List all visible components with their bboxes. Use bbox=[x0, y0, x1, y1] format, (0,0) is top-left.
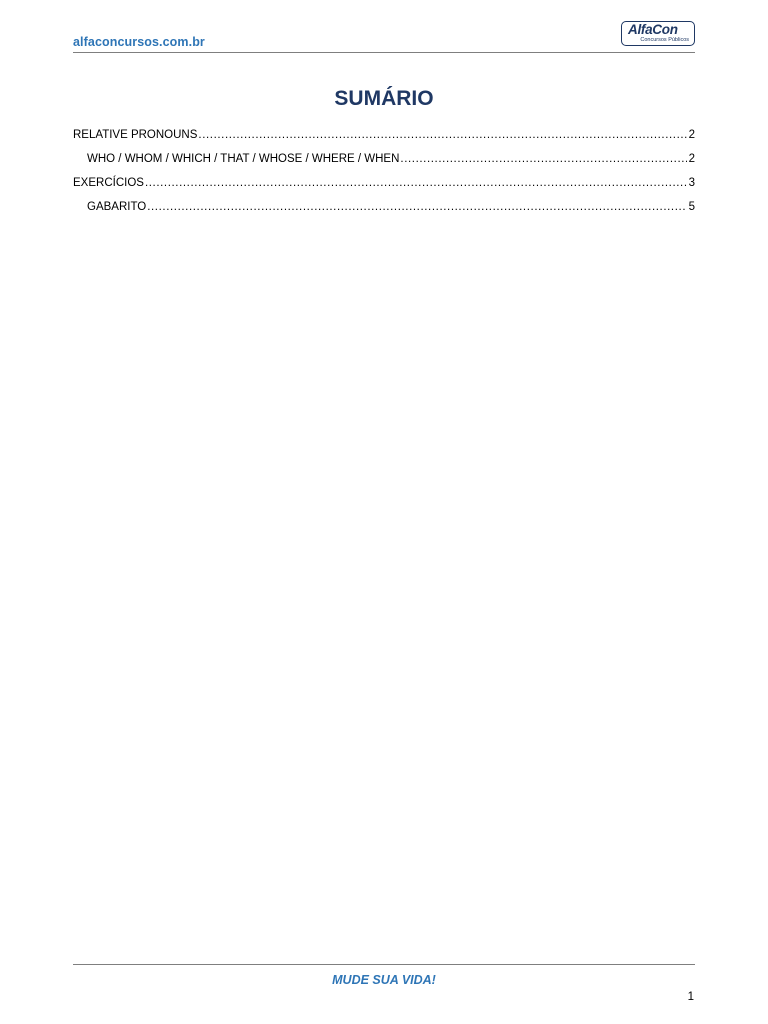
toc-entry-page: 3 bbox=[688, 177, 695, 189]
footer-divider bbox=[73, 964, 695, 965]
page-number: 1 bbox=[687, 991, 694, 1003]
page-title: SUMÁRIO bbox=[334, 87, 434, 110]
toc-entry-page: 5 bbox=[688, 201, 695, 213]
logo-tagline: Concursos Públicos bbox=[640, 37, 689, 43]
table-of-contents bbox=[73, 126, 695, 222]
toc-entry-exercicios[interactable] bbox=[73, 174, 695, 198]
page-header bbox=[73, 20, 695, 53]
toc-entry-gabarito[interactable] bbox=[73, 198, 695, 222]
toc-entry-relative-pronouns[interactable] bbox=[73, 126, 695, 150]
toc-dot-leader bbox=[400, 150, 686, 168]
toc-entry-label: RELATIVE PRONOUNS bbox=[73, 129, 198, 141]
toc-entry-label: EXERCÍCIOS bbox=[73, 177, 144, 189]
toc-dot-leader bbox=[147, 198, 686, 216]
footer-slogan: MUDE SUA VIDA! bbox=[332, 973, 436, 987]
alfacon-logo bbox=[621, 21, 695, 46]
toc-entry-page: 2 bbox=[688, 153, 695, 165]
toc-entry-page: 2 bbox=[688, 129, 695, 141]
toc-entry-who-whom[interactable] bbox=[73, 150, 695, 174]
toc-dot-leader bbox=[145, 174, 687, 192]
toc-entry-label: GABARITO bbox=[87, 201, 147, 213]
toc-dot-leader bbox=[198, 126, 686, 144]
site-link[interactable]: alfaconcursos.com.br bbox=[73, 35, 205, 49]
logo-name: AlfaCon bbox=[628, 22, 678, 37]
toc-entry-label: WHO / WHOM / WHICH / THAT / WHOSE / WHERE / WHEN bbox=[87, 153, 400, 165]
